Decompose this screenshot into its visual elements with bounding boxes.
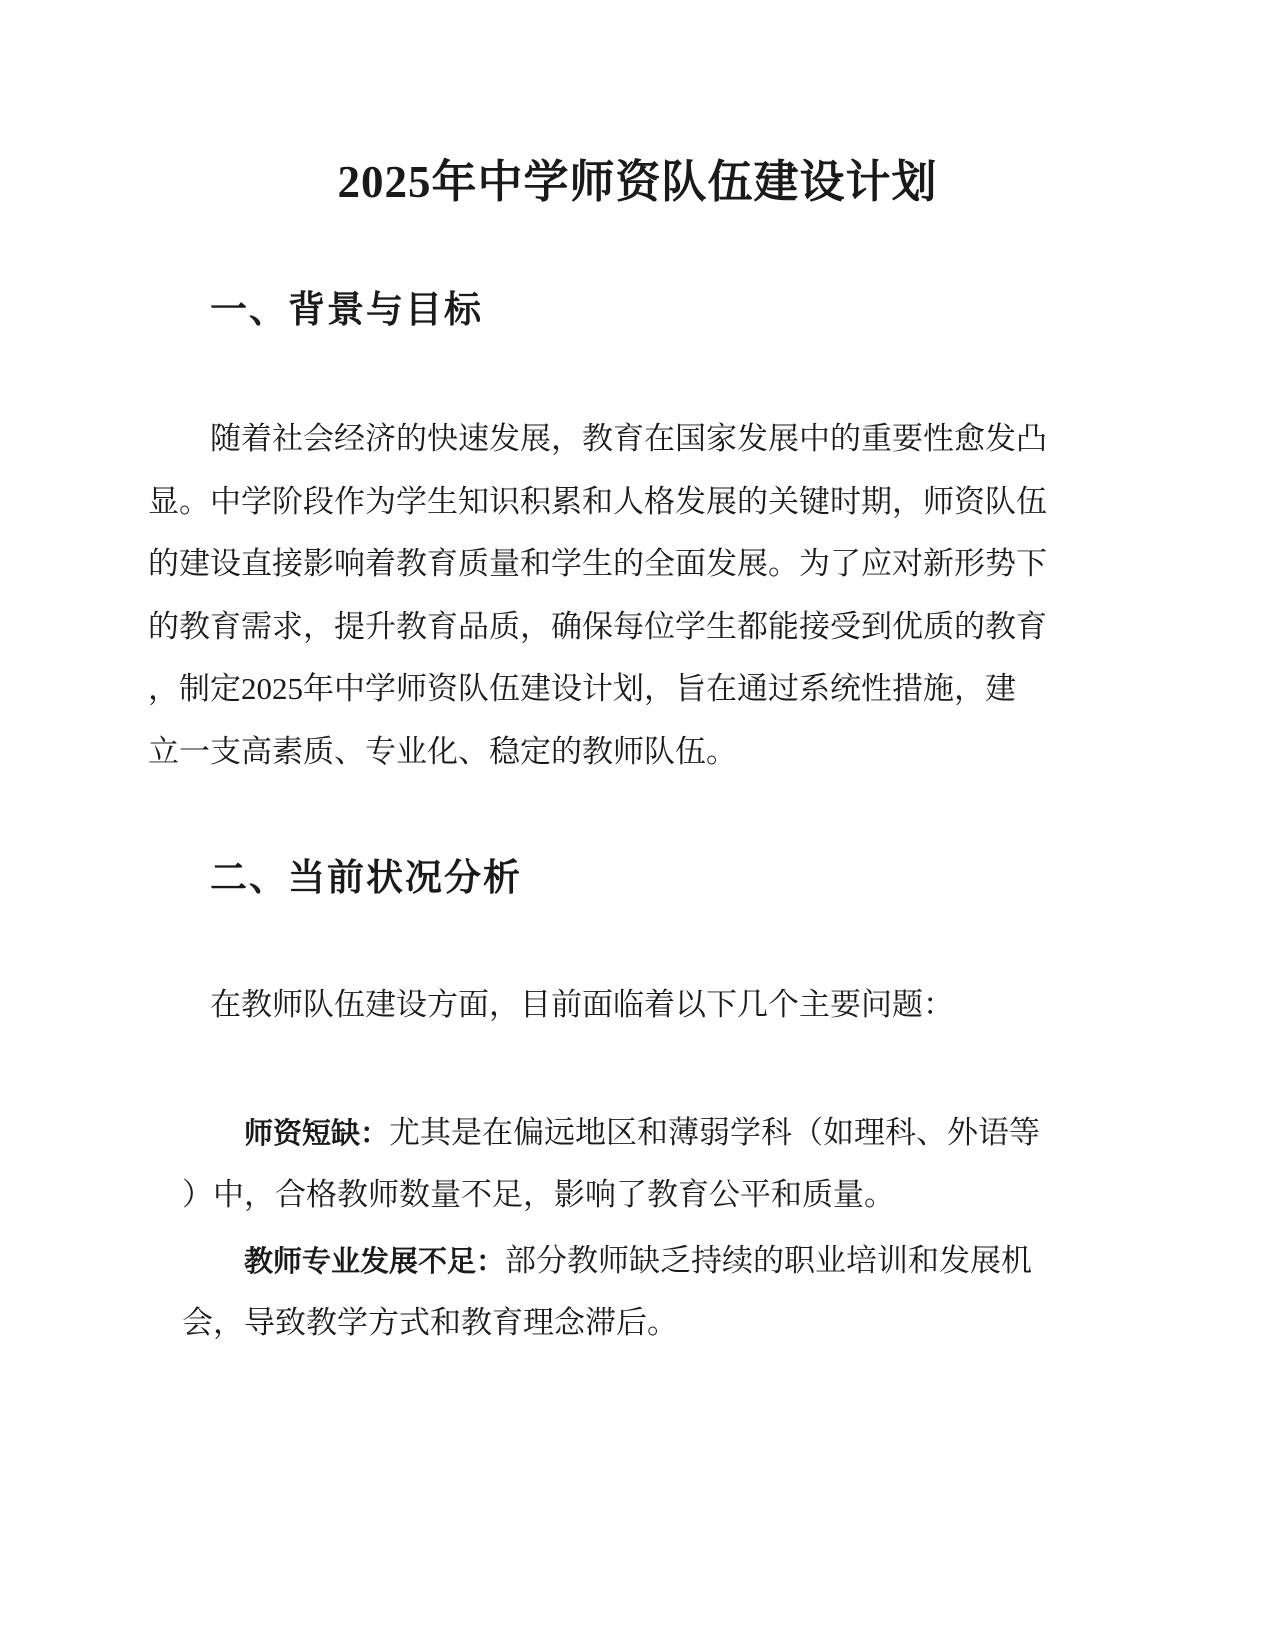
item-term: 师资短缺： [244, 1116, 390, 1150]
document-title: 2025年中学师资队伍建设计划 [337, 157, 938, 207]
paragraph-line: 的教育需求，提升教育品质，确保每位学生都能接受到优质的教育 [148, 608, 1047, 644]
list-item-professional-development [182, 1230, 1082, 1354]
item-text: 部分教师缺乏持续的职业培训和发展机 [505, 1243, 1033, 1278]
section-heading-status: 二、当前状况分析 [210, 856, 522, 899]
paragraph-line: 立一支高素质、专业化、稳定的教师队伍。 [148, 733, 737, 769]
paragraph-line: 的建设直接影响着教育质量和学生的全面发展。为了应对新形势下 [148, 546, 1047, 581]
item-text-continued: 会，导致教学方式和教育理念滞后。 [182, 1305, 678, 1340]
item-term: 教师专业发展不足： [244, 1244, 506, 1278]
paragraph-line: 在教师队伍建设方面，目前面临着以下几个主要问题： [210, 987, 954, 1022]
section-heading-background: 一、背景与目标 [210, 288, 483, 331]
item-text-continued: ）中，合格教师数量不足，影响了教育公平和质量。 [182, 1177, 895, 1212]
status-intro [148, 974, 1066, 1037]
paragraph-line: 显。中学阶段作为学生知识积累和人格发展的关键时期，师资队伍 [148, 483, 1047, 519]
section-paragraph-background [148, 408, 1066, 783]
paragraph-line: ，制定2025年中学师资队伍建设计划，旨在通过系统性措施，建 [148, 671, 1016, 706]
item-text: 尤其是在偏远地区和薄弱学科（如理科、外语等 [389, 1115, 1041, 1150]
paragraph-line: 随着社会经济的快速发展，教育在国家发展中的重要性愈发凸 [210, 421, 1047, 456]
list-item-teacher-shortage [182, 1102, 1082, 1226]
